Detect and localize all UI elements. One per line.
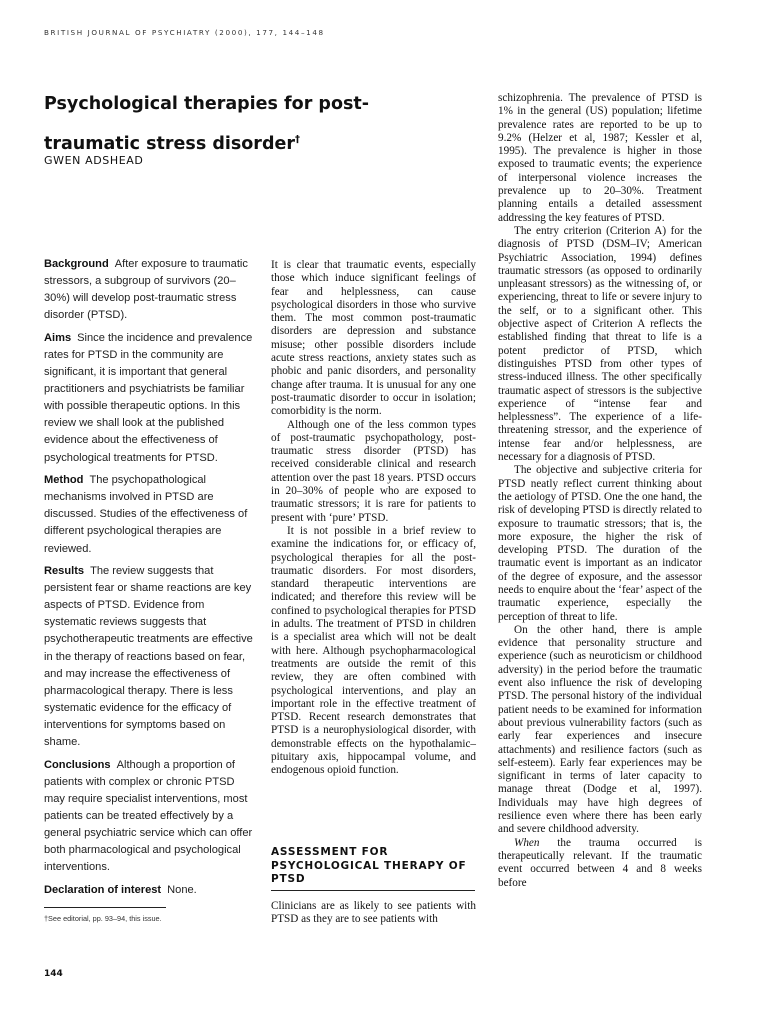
footnote: †See editorial, pp. 93–94, this issue. — [44, 914, 162, 923]
abstract-heading-background: Background — [44, 258, 109, 270]
title-footnote-mark: † — [294, 134, 300, 145]
body-column-3 — [498, 92, 702, 890]
body-paragraph: On the other hand, there is ample evidence that personality structure and experience (such as neuroticism or childhood adversity) in the period before the traumatic event also influence the risk of developing PTSD. The personal history of the individual patient needs to be examined for information about previous vulnerability factors (such as early fear experiences and insecure attachments) and resilience factors (such as self-esteem). Early fear experiences may be significant in terms of later capacity to manage threat (Dodge et al, 1997). Individuals may have high degrees of resilience even where there has been early and severe childhood adversity. — [498, 623, 702, 836]
body-paragraph: schizophrenia. The prevalence of PTSD is 1% in the general (US) population; lifetime prevalence rates are reported to be up to 9.2% (Helzer et al, 1987; Kessler et al, 1995). The prevalence is higher in those exposed to traumatic events; the experience of interpersonal violence increases the prevalence up to 20–30%. Treatment planning entails a detailed assessment addressing the key features of PTSD. — [498, 92, 702, 224]
abstract — [44, 256, 254, 904]
italic-word: When — [514, 836, 540, 849]
abstract-text-declaration: None. — [167, 883, 197, 896]
abstract-conclusions — [44, 757, 254, 877]
body-paragraph: Although one of the less common types of post-traumatic psychopathology, post-traumatic stress disorder (PTSD) has received considerable clinical and research attention over the past 18 years. PTSD occurs in 20–30% of people who are exposed to traumatic stressors; it is rare for patients to present with ‘pure’ PTSD. — [271, 418, 476, 524]
article-title — [44, 86, 464, 162]
abstract-heading-results: Results — [44, 565, 85, 578]
author-name: GWEN ADSHEAD — [44, 154, 144, 167]
running-head: BRITISH JOURNAL OF PSYCHIATRY (2000), 177, 144–148 — [44, 28, 325, 37]
abstract-aims — [44, 330, 254, 467]
abstract-text-method: The psychopathological mechanisms involved in PTSD are discussed. Studies of the effectiveness of different psychological therapies are reviewed. — [44, 474, 248, 555]
abstract-results — [44, 563, 254, 751]
title-text: Psychological therapies for post-traumatic stress disorder — [44, 94, 370, 154]
body-paragraph: Clinicians are as likely to see patients with PTSD as they are to see patients with — [271, 900, 476, 926]
footnote-rule — [44, 907, 166, 908]
abstract-background — [44, 256, 254, 324]
abstract-text-conclusions: Although a proportion of patients with complex or chronic PTSD may require specialist interventions, most patients can be treated effectively by a general psychiatric service which can offer both pharmacological and psychological interventions. — [44, 758, 253, 874]
abstract-declaration — [44, 882, 254, 899]
body-column-2 — [271, 259, 476, 778]
body-paragraph: The objective and subjective criteria for PTSD neatly reflect current thinking about the aetiology of PTSD. One the one hand, the risk of developing PTSD is directly related to exposure to traumatic stressors; that is, the more exposure, the higher the risk of developing PTSD. The duration of the traumatic event is important as an indicator of the degree of exposure, and the assessor needs to enquire about the ‘fear’ aspect of the traumatic experience, especially the perception of threat to life. — [498, 464, 702, 623]
abstract-heading-aims: Aims — [44, 331, 72, 344]
abstract-text-aims: Since the incidence and prevalence rates for PTSD in the community are significant, it is important that general practitioners and psychiatrists be familiar with possible therapeutic options. In this review we shall look at the published evidence about the effectiveness of psychological treatments for PTSD. — [44, 331, 253, 464]
abstract-text-background: After exposure to traumatic stressors, a subgroup of survivors (20–30%) will develop post-traumatic stress disorder (PTSD). — [44, 258, 248, 322]
page-number: 144 — [44, 969, 63, 979]
body-paragraph: The entry criterion (Criterion A) for the diagnosis of PTSD (DSM–IV; American Psychiatric Association, 1994) defines traumatic stressors (as opposed to ordinarily unpleasant stressors) as the witnessing of, or experiencing, threat to life or severe injury to the self, or to a significant other. This objective aspect of Criterion A reflects the established finding that threat to life is a potent predictor of PTSD, which distinguishes PTSD from other types of stress-induced illness. The other specifically traumatic aspect of stressors is the subjective experience of “intense fear and helplessness”. The experience of a life-threatening stressor, and the experience of intense fear and/or helplessness, are necessary for a diagnosis of PTSD. — [498, 224, 702, 464]
body-paragraph — [498, 837, 702, 890]
body-text: the trauma occurred is therapeutically relevant. If the traumatic event occurred between 4 and 8 weeks before — [498, 836, 702, 889]
abstract-heading-method: Method — [44, 474, 84, 487]
body-paragraph: It is clear that traumatic events, especially those which induce significant feelings of fear and helplessness, can cause psychological disorders in those who survive them. The most common post-traumatic disorders are depression and substance misuse; other possible disorders include acute stress reactions, anxiety states such as phobic and panic disorders, and personality change after trauma. It is unusual for any one post-traumatic disorder to occur in isolation; comorbidity is the norm. — [271, 259, 476, 418]
body-paragraph: It is not possible in a brief review to examine the indications for, or efficacy of, psychological therapies for all the post-traumatic disorders. For most disorders, standard therapeutic interventions are indicated; and therefore this review will be confined to psychological therapies for PTSD in adults. The treatment of PTSD in children is a specialist area which will not be dealt with here. Although psychopharmacological treatments are outside the remit of this review, they are often combined with psychological interventions, and play an important role in the effective treatment of PTSD. Recent research demonstrates that PTSD is a neurophysiological disorder, with demonstrable effects on the hypothalamic–pituitary axis, hippocampal volume, and endogenous opioid function. — [271, 524, 476, 777]
body-column-2-continued — [271, 900, 476, 927]
section-heading: ASSESSMENT FOR PSYCHOLOGICAL THERAPY OF PTSD — [271, 846, 475, 891]
abstract-heading-declaration: Declaration of interest — [44, 883, 162, 896]
abstract-method — [44, 472, 254, 557]
abstract-heading-conclusions: Conclusions — [44, 758, 111, 771]
abstract-text-results: The review suggests that persistent fear or shame reactions are key aspects of PTSD. Evidence from systematic reviews suggests that psychotherapeutic treatments are effective in the therapy of reactions based on fear, and may increase the effectiveness of pharmacological therapy. There is less systematic evidence for the efficacy of interventions for symptoms based on shame. — [44, 565, 253, 749]
